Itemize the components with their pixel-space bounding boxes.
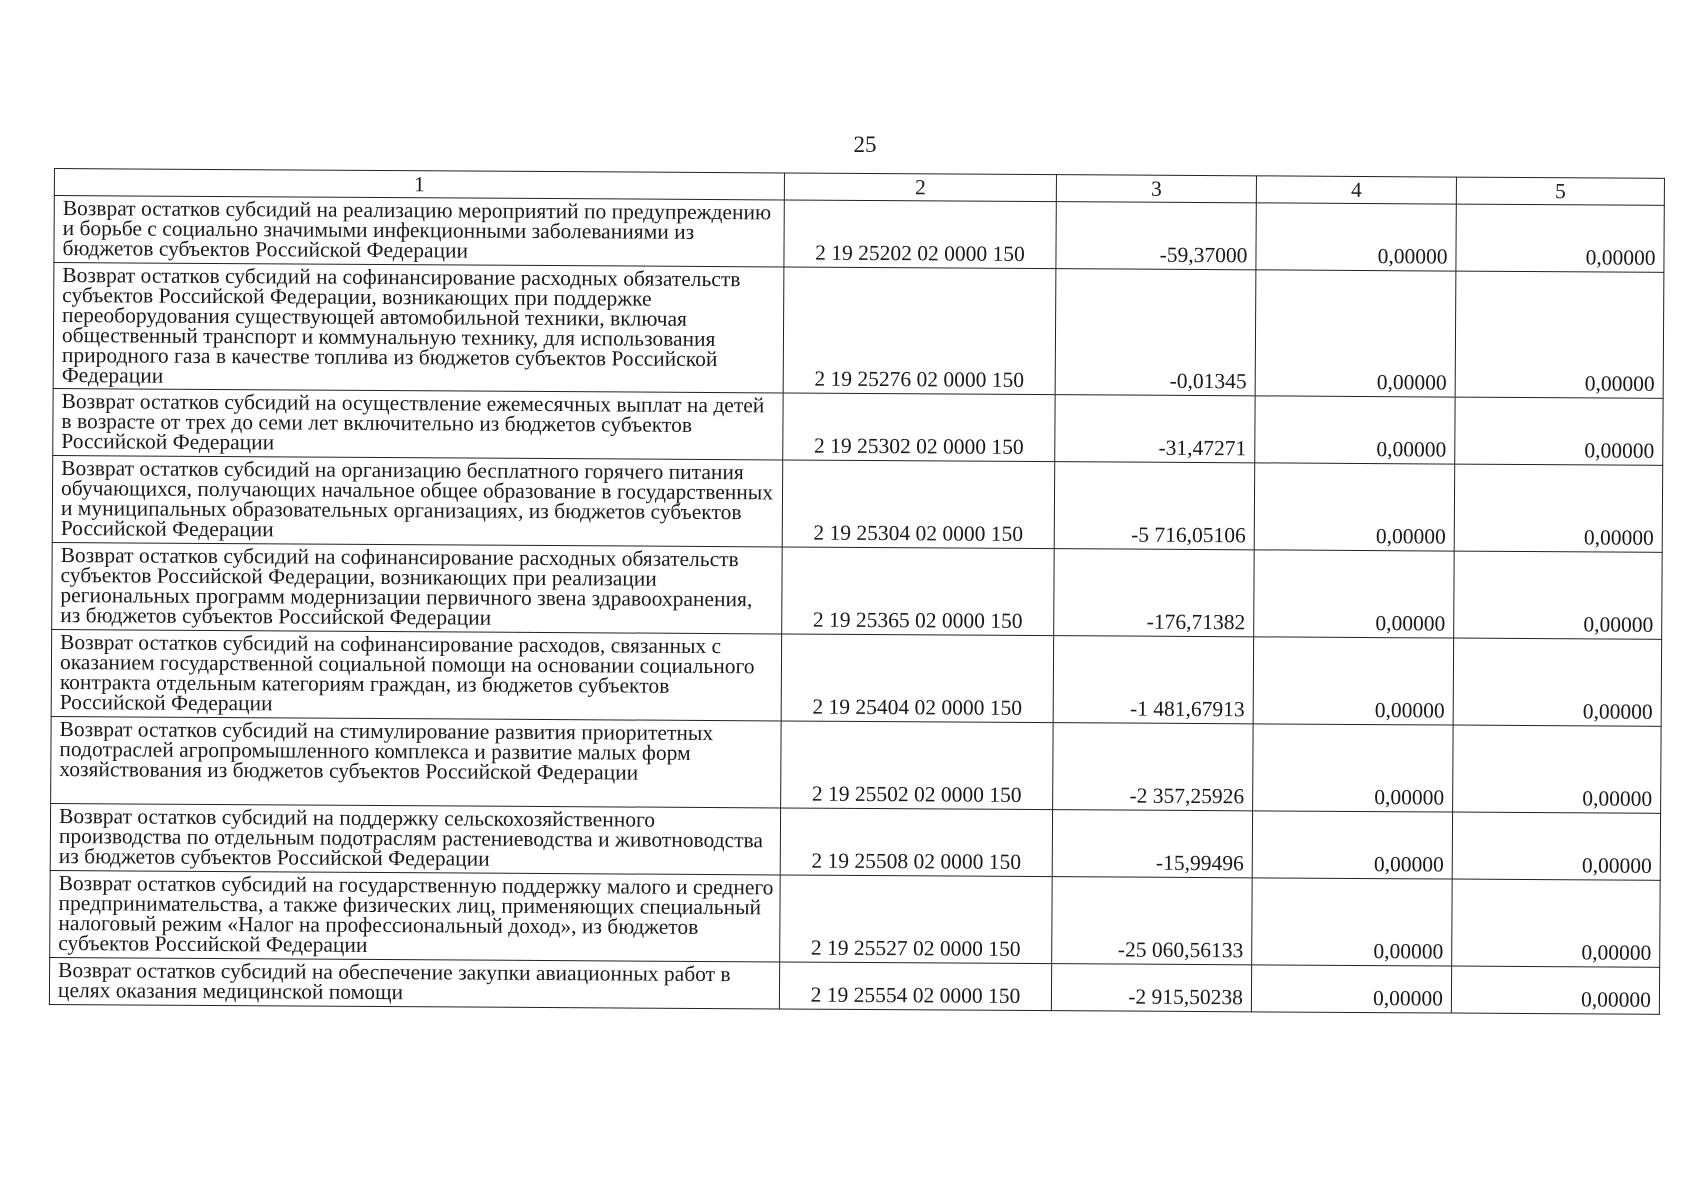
row-value-3: -0,01345 (1055, 269, 1256, 396)
table-row (52, 455, 1663, 552)
column-header-4: 4 (1256, 176, 1456, 204)
row-description: Возврат остатков субсидий на осуществление ежемесячных выплат на детей в возрасте от трех до семи лет включительно из бюджетов субъектов Российской Федерации (53, 388, 783, 459)
page-number: 25 (853, 132, 877, 157)
row-value-4: 0,00000 (1255, 396, 1455, 464)
row-value-3: -1 481,67913 (1053, 636, 1254, 724)
row-value-5: 0,00000 (1452, 879, 1661, 967)
row-description: Возврат остатков субсидий на стимулирование развития приоритетных подотраслей агропромышленного комплекса и развитие малых форм хозяйствования из бюджетов субъектов Российской Федерации (51, 716, 782, 807)
table-row (50, 870, 1661, 967)
row-value-5: 0,00000 (1452, 812, 1660, 880)
row-value-3: -2 357,25926 (1053, 723, 1254, 811)
row-value-4: 0,00000 (1252, 878, 1453, 966)
table-row (51, 629, 1662, 726)
table-row (51, 716, 1662, 813)
row-value-3: -2 915,50238 (1051, 964, 1251, 1012)
row-description: Возврат остатков субсидий на софинансирование расходных обязательств субъектов Российской Федерации, возникающих при реализации региональных программ модернизации первичного звена здравоохранения, из бюджетов субъектов Российской Федерации (52, 542, 783, 633)
row-value-3: -176,71382 (1054, 549, 1255, 637)
row-description: Возврат остатков субсидий на реализацию мероприятий по предупреждению и борьбе с социально значимыми инфекционными заболеваниями из бюджетов субъектов Российской Федерации (54, 196, 784, 267)
table-row (53, 263, 1664, 399)
row-value-5: 0,00000 (1455, 271, 1664, 398)
row-value-3: -59,37000 (1056, 202, 1256, 270)
row-value-5: 0,00000 (1454, 551, 1663, 639)
row-code: 2 19 25508 02 0000 150 (780, 808, 1052, 877)
column-header-2: 2 (784, 173, 1056, 202)
row-value-5: 0,00000 (1453, 725, 1662, 813)
row-description: Возврат остатков субсидий на поддержку сельскохозяйственного производства по отдельным подотраслям растениеводства и животноводства из бюджетов субъектов Российской Федерации (50, 803, 780, 874)
table-row (53, 388, 1663, 465)
table-row (49, 957, 1659, 1014)
row-code: 2 19 25527 02 0000 150 (780, 875, 1053, 964)
row-value-4: 0,00000 (1256, 203, 1456, 271)
row-description: Возврат остатков субсидий на обеспечение закупки авиационных работ в целях оказания медицинской помощи (49, 957, 779, 1008)
row-value-5: 0,00000 (1453, 638, 1662, 726)
row-code: 2 19 25202 02 0000 150 (784, 200, 1056, 269)
row-description: Возврат остатков субсидий на софинансирование расходов, связанных с оказанием государственной социальной помощи на основании социального контракта отдельным категориям граждан, из бюджетов субъектов Российской Федерации (51, 629, 782, 720)
column-header-1: 1 (54, 169, 784, 200)
row-value-5: 0,00000 (1454, 464, 1663, 552)
row-value-4: 0,00000 (1251, 965, 1451, 1013)
row-description: Возврат остатков субсидий на софинансирование расходных обязательств субъектов Российской Федерации, возникающих при поддержке переоборудования существующей автомобильной техники, включая общественный транспорт и коммунальную технику, для использования природного газа в качестве топлива из бюджетов субъектов Российской Федерации (53, 263, 784, 393)
table-row (52, 542, 1663, 639)
row-value-4: 0,00000 (1255, 270, 1456, 397)
row-value-4: 0,00000 (1254, 463, 1455, 551)
row-code: 2 19 25365 02 0000 150 (782, 547, 1055, 636)
budget-table (49, 168, 1665, 1015)
table-row (54, 196, 1664, 273)
column-header-5: 5 (1456, 177, 1664, 205)
row-code: 2 19 25554 02 0000 150 (779, 962, 1051, 1011)
row-code: 2 19 25502 02 0000 150 (781, 721, 1054, 810)
table-row (50, 803, 1660, 880)
row-value-5: 0,00000 (1456, 204, 1664, 272)
row-value-3: -5 716,05106 (1054, 462, 1255, 550)
row-value-5: 0,00000 (1455, 397, 1663, 465)
row-value-4: 0,00000 (1253, 637, 1454, 725)
row-value-3: -15,99496 (1052, 810, 1252, 878)
row-value-4: 0,00000 (1252, 811, 1452, 879)
column-header-3: 3 (1056, 175, 1256, 203)
row-value-4: 0,00000 (1253, 724, 1454, 812)
row-value-4: 0,00000 (1254, 550, 1455, 638)
row-code: 2 19 25404 02 0000 150 (781, 634, 1054, 723)
row-value-3: -31,47271 (1055, 395, 1255, 463)
row-description: Возврат остатков субсидий на государственную поддержку малого и среднего предпринимательства, а также физических лиц, применяющих специальный налоговый режим «Налог на профессиональный доход», из бюджетов субъектов Российской Федерации (50, 870, 781, 961)
row-value-5: 0,00000 (1451, 966, 1659, 1014)
row-code: 2 19 25302 02 0000 150 (783, 393, 1055, 462)
table-container (49, 168, 1664, 1015)
row-value-3: -25 060,56133 (1052, 877, 1253, 965)
row-description: Возврат остатков субсидий на организацию бесплатного горячего питания обучающихся, получающих начальное общее образование в государственных и муниципальных образовательных организациях, из бюджетов субъектов Российской Федерации (52, 455, 783, 546)
row-code: 2 19 25304 02 0000 150 (782, 460, 1055, 549)
row-code: 2 19 25276 02 0000 150 (783, 267, 1056, 395)
